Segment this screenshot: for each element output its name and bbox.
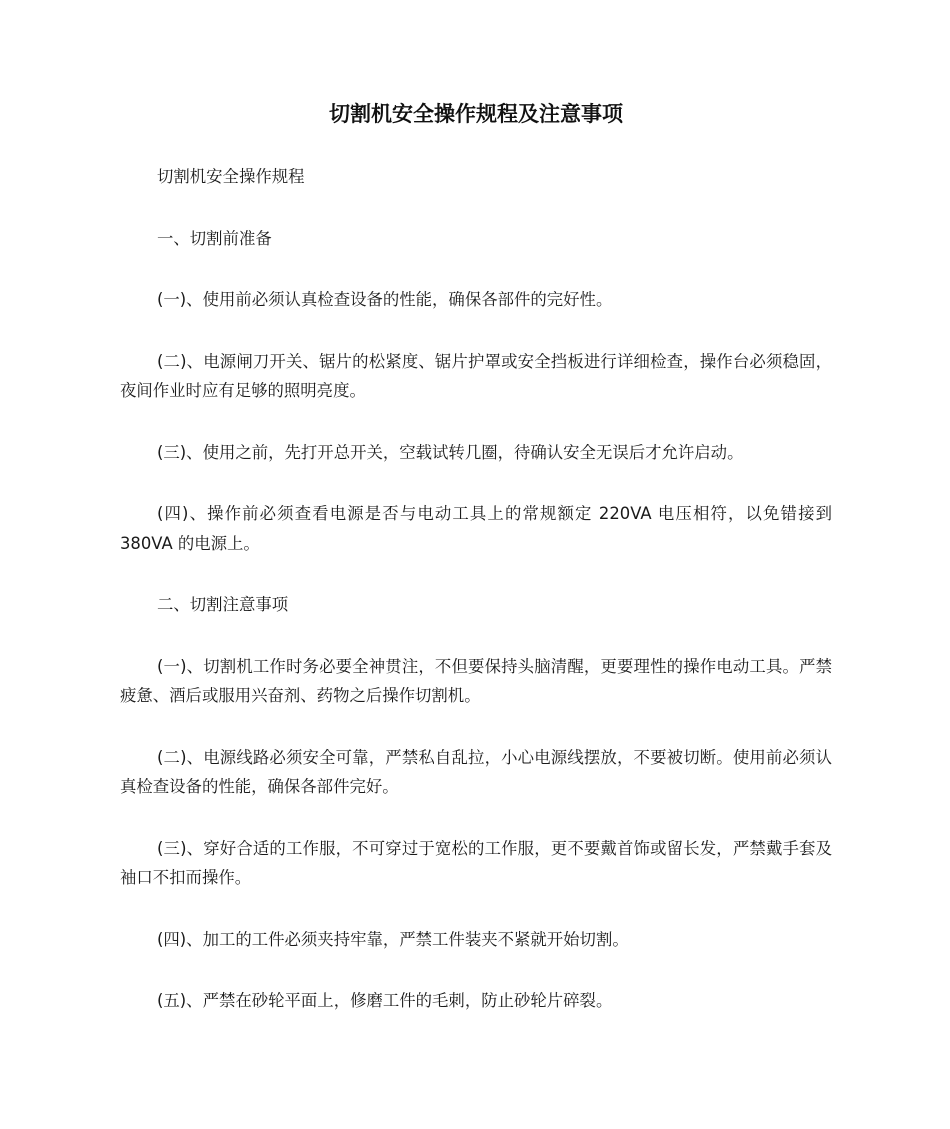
paragraph-caution-3: (三)、穿好合适的工作服，不可穿过于宽松的工作服，更不要戴首饰或留长发，严禁戴手套及袖口不扣而操作。 [120,838,832,887]
paragraph-caution-4: (四)、加工的工件必须夹持牢靠，严禁工件装夹不紧就开始切割。 [157,929,629,949]
paragraph-caution-1: (一)、切割机工作时务必要全神贯注，不但要保持头脑清醒，更要理性的操作电动工具。严禁疲惫、酒后或服用兴奋剂、药物之后操作切割机。 [120,656,832,705]
document-page [120,94,832,1016]
paragraph-prep-2: (二)、电源闸刀开关、锯片的松紧度、锯片护罩或安全挡板进行详细检查，操作台必须稳固，夜间作业时应有足够的照明亮度。 [120,351,832,400]
paragraph-caution-5: (五)、严禁在砂轮平面上，修磨工件的毛刺，防止砂轮片碎裂。 [157,991,613,1010]
paragraph-prep-1: (一)、使用前必须认真检查设备的性能，确保各部件的完好性。 [157,290,613,309]
section-heading-precautions: 二、切割注意事项 [157,595,289,614]
paragraph-prep-3: (三)、使用之前，先打开总开关，空载试转几圈，待确认安全无误后才允许启动。 [157,442,744,462]
paragraph-prep-4: (四)、操作前必须查看电源是否与电动工具上的常规额定 220VA 电压相符，以免错接到 380VA 的电源上。 [120,504,832,553]
section-heading-main: 切割机安全操作规程 [157,167,305,186]
document-title: 切割机安全操作规程及注意事项 [329,102,623,126]
section-heading-preparation: 一、切割前准备 [157,228,272,248]
paragraph-caution-2: (二)、电源线路必须安全可靠，严禁私自乱拉，小心电源线摆放，不要被切断。使用前必须认真检查设备的性能，确保各部件完好。 [120,747,832,796]
